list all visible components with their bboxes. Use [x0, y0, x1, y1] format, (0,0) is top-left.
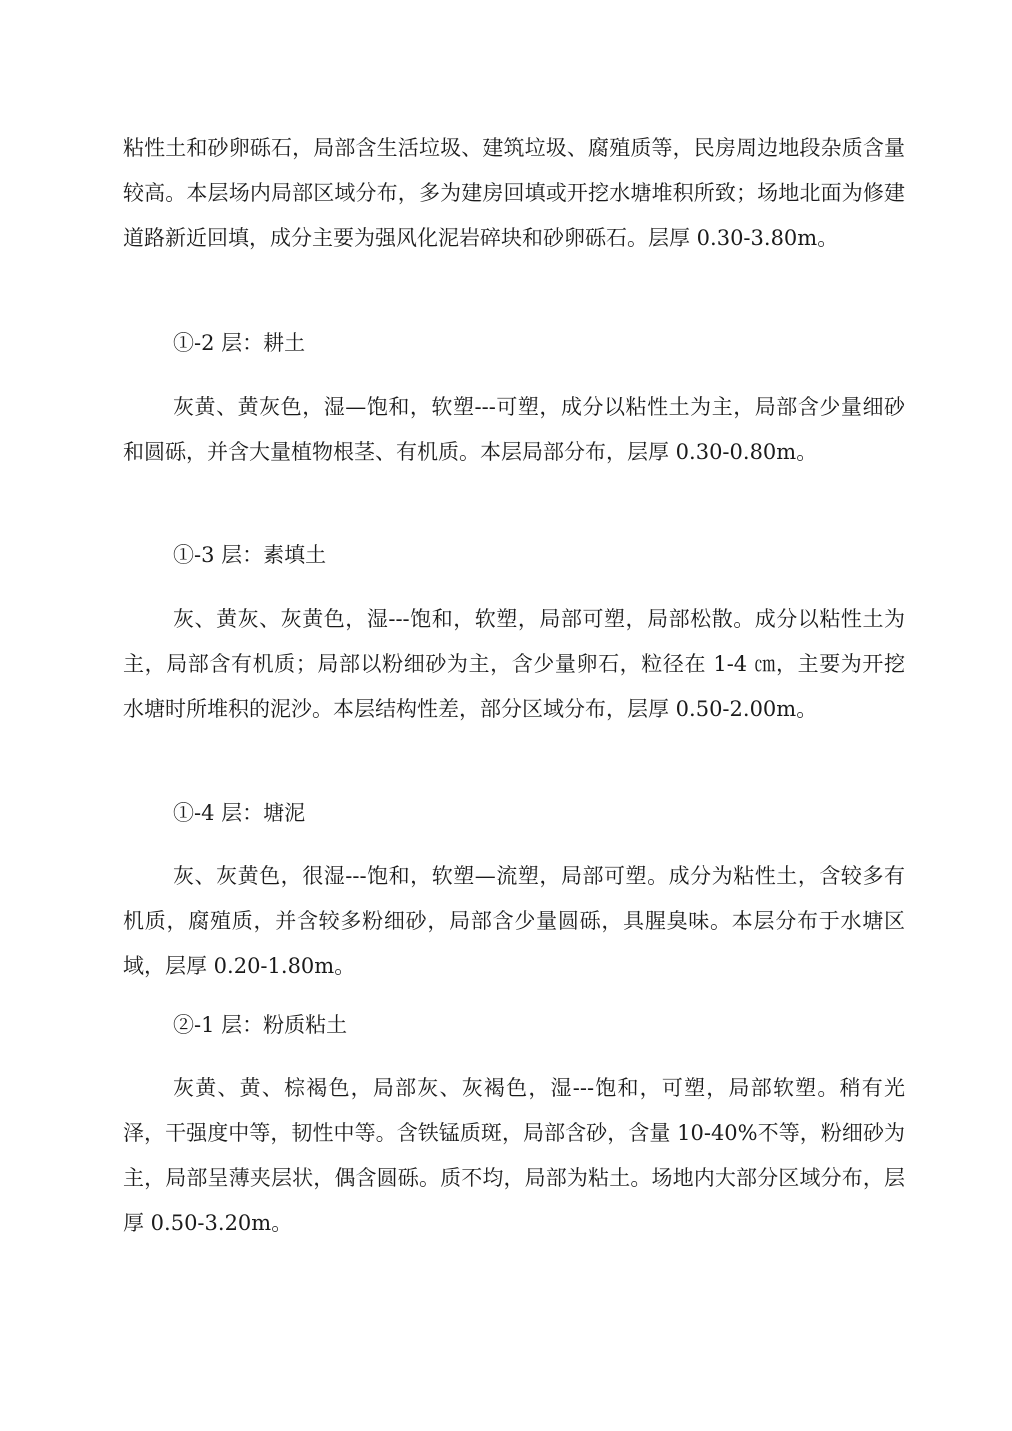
- heading-layer-1-2-plough-soil: ①-2 层：耕土: [173, 331, 306, 355]
- paragraph-layer-1-2-description: 灰黄、黄灰色，湿—饱和，软塑---可塑，成分以粘性土为主，局部含少量细砂和圆砾，并含大量植物根茎、有机质。本层局部分布，层厚 0.30-0.80m。: [123, 395, 905, 464]
- paragraph-layer-1-4-description: 灰、灰黄色，很湿---饱和，软塑—流塑，局部可塑。成分为粘性土，含较多有机质，腐殖质，并含较多粉细砂，局部含少量圆砾，具腥臭味。本层分布于水塘区域，层厚 0.20-1.80m。: [123, 864, 905, 978]
- paragraph-layer-1-3-description: 灰、黄灰、灰黄色，湿---饱和，软塑，局部可塑，局部松散。成分以粘性土为主，局部含有机质；局部以粉细砂为主，含少量卵石，粒径在 1-4 ㎝，主要为开挖水塘时所堆积的泥沙。本层结构性差，部分区域分布，层厚 0.50-2.00m。: [123, 607, 905, 721]
- paragraph-fill-layer-continued: 粘性土和砂卵砾石，局部含生活垃圾、建筑垃圾、腐殖质等，民房周边地段杂质含量较高。本层场内局部区域分布，多为建房回填或开挖水塘堆积所致；场地北面为修建道路新近回填，成分主要为强风化泥岩碎块和砂卵砾石。层厚 0.30-3.80m。: [123, 136, 905, 250]
- heading-layer-1-3-plain-fill: ①-3 层：素填土: [173, 543, 327, 567]
- paragraph-layer-2-1-description: 灰黄、黄、棕褐色，局部灰、灰褐色，湿---饱和，可塑，局部软塑。稍有光泽，干强度中等，韧性中等。含铁锰质斑，局部含砂，含量 10-40%不等，粉细砂为主，局部呈薄夹层状，偶含圆砾。质不均，局部为粘土。场地内大部分区域分布，层厚 0.50-3.20m。: [123, 1076, 905, 1235]
- heading-layer-1-4-pond-mud: ①-4 层：塘泥: [173, 801, 306, 825]
- heading-layer-2-1-silty-clay: ②-1 层：粉质粘土: [173, 1013, 348, 1037]
